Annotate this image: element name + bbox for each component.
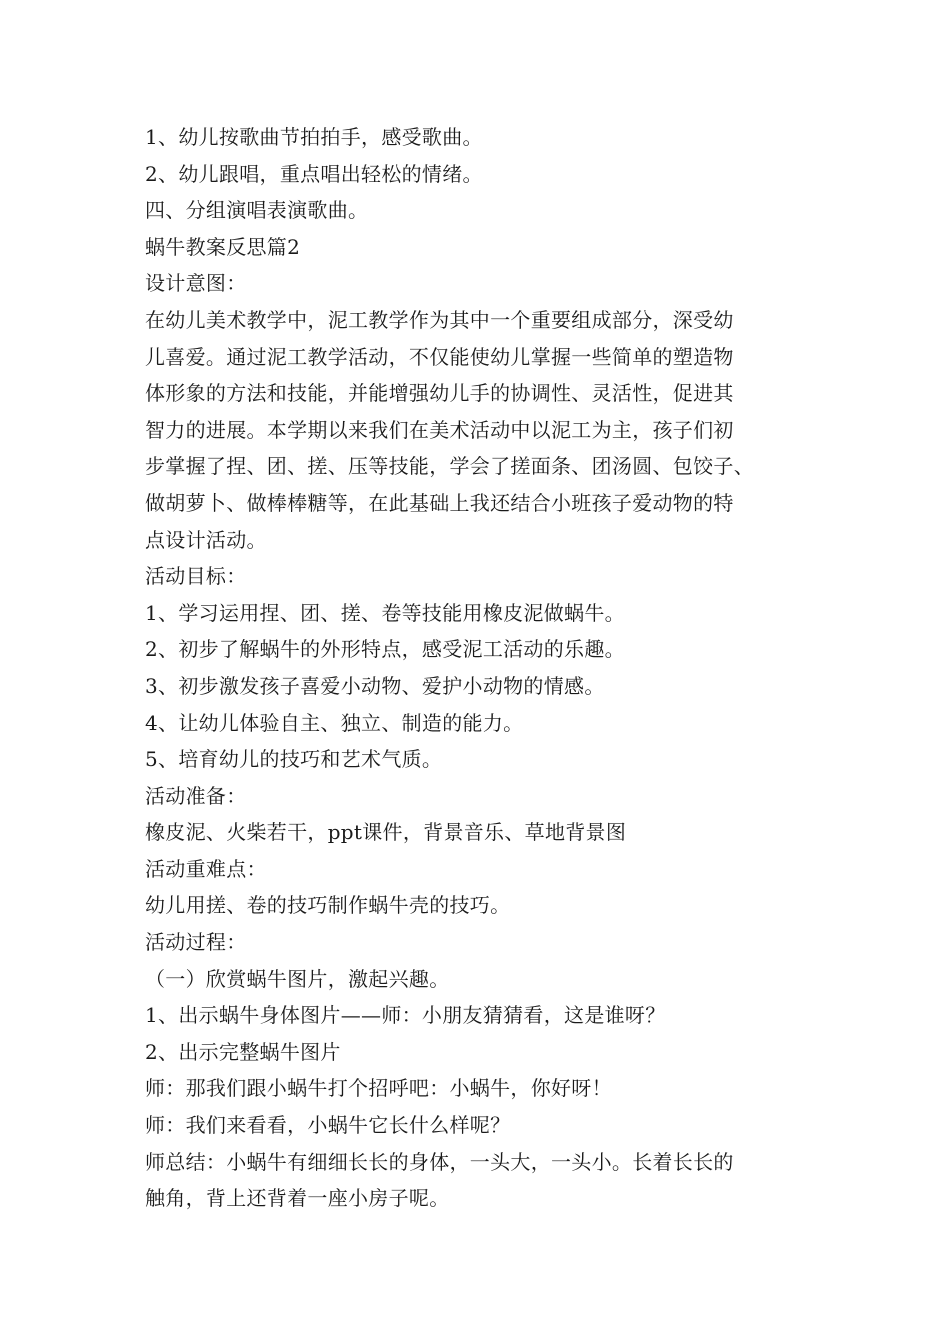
text-line: 智力的进展。本学期以来我们在美术活动中以泥工为主，孩子们初 — [145, 417, 734, 442]
text-line: 师总结：小蜗牛有细细长长的身体，一头大，一头小。长着长长的 — [145, 1149, 734, 1174]
text-line: 儿喜爱。通过泥工教学活动，不仅能使幼儿掌握一些简单的塑造物 — [145, 344, 734, 369]
list-item: 2、出示完整蜗牛图片 — [145, 1039, 341, 1064]
dialogue-line: 师：我们来看看，小蜗牛它长什么样呢？ — [145, 1113, 511, 1138]
section-heading: 活动重难点： — [145, 856, 267, 881]
text-line: 点设计活动。 — [145, 527, 267, 552]
section-heading: 设计意图： — [145, 271, 247, 296]
section-heading: 四、分组演唱表演歌曲。 — [145, 198, 369, 223]
text-line: 体形象的方法和技能，并能增强幼儿手的协调性、灵活性，促进其 — [145, 381, 734, 406]
text-line: 步掌握了捏、团、搓、压等技能，学会了搓面条、团汤圆、包饺子、 — [145, 454, 754, 479]
text-line: 橡皮泥、火柴若干，ppt课件，背景音乐、草地背景图 — [145, 820, 627, 845]
text-line: 做胡萝卜、做棒棒糖等，在此基础上我还结合小班孩子爱动物的特 — [145, 490, 734, 515]
text-line: 在幼儿美术教学中，泥工教学作为其中一个重要组成部分，深受幼 — [145, 307, 734, 332]
text-line: 1、幼儿按歌曲节拍拍手，感受歌曲。 — [145, 125, 483, 149]
subsection-heading: （一）欣赏蜗牛图片，激起兴趣。 — [145, 966, 450, 991]
text-line: 幼儿用搓、卷的技巧制作蜗牛壳的技巧。 — [145, 893, 511, 918]
dialogue-line: 师：那我们跟小蜗牛打个招呼吧：小蜗牛，你好呀！ — [145, 1076, 612, 1101]
section-heading: 活动目标： — [145, 564, 247, 589]
document-body — [145, 119, 810, 1217]
text-line: 2、幼儿跟唱，重点唱出轻松的情绪。 — [145, 161, 483, 186]
article-title: 蜗牛教案反思篇2 — [145, 234, 301, 259]
section-heading: 活动准备： — [145, 783, 247, 808]
list-item: 3、初步激发孩子喜爱小动物、爱护小动物的情感。 — [145, 673, 605, 698]
list-item: 1、出示蜗牛身体图片——师：小朋友猜猜看，这是谁呀？ — [145, 1003, 666, 1028]
list-item: 5、培育幼儿的技巧和艺术气质。 — [145, 747, 443, 772]
text-line: 触角，背上还背着一座小房子呢。 — [145, 1186, 450, 1211]
list-item: 2、初步了解蜗牛的外形特点，感受泥工活动的乐趣。 — [145, 637, 625, 662]
section-heading: 活动过程： — [145, 930, 247, 955]
list-item: 4、让幼儿体验自主、独立、制造的能力。 — [145, 710, 524, 735]
list-item: 1、学习运用捏、团、搓、卷等技能用橡皮泥做蜗牛。 — [145, 600, 625, 625]
